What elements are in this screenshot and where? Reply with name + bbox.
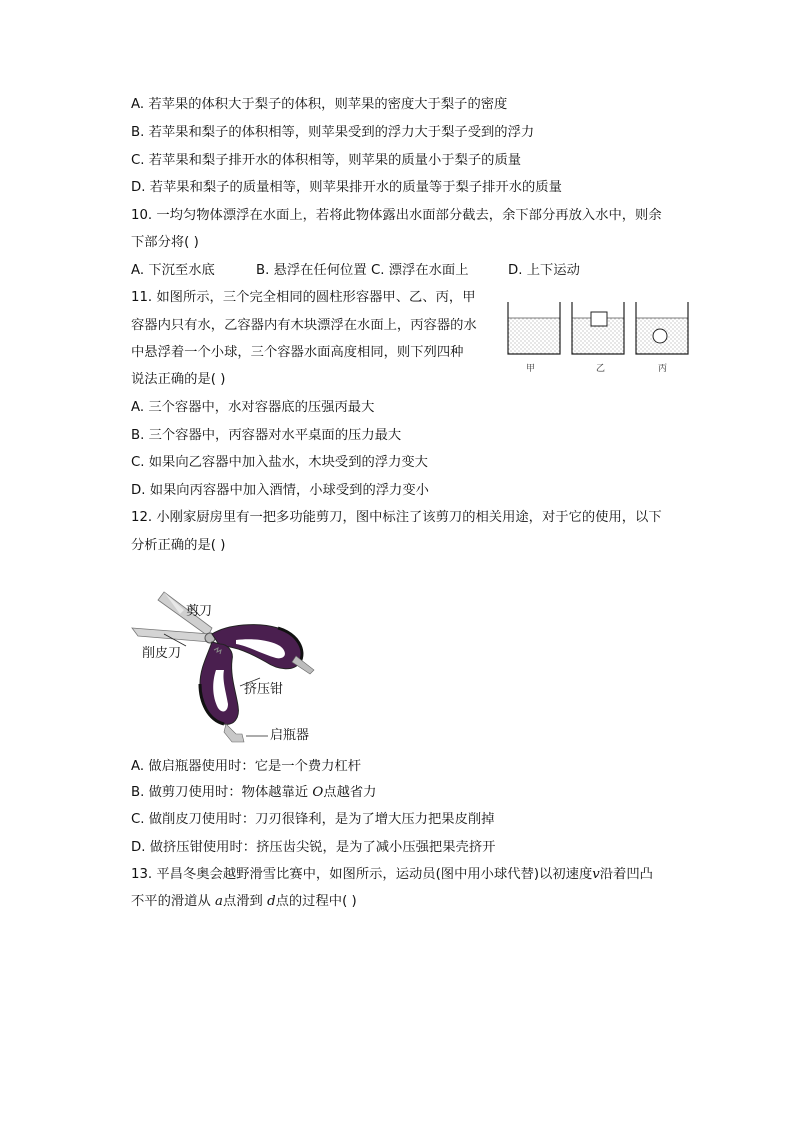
q13-stem-line1 xyxy=(131,865,653,885)
q12-option-b-text-end: 点越省力 xyxy=(323,785,377,800)
q12-option-c: C. 做削皮刀使用时：刀刃很锋利，是为了增大压力把果皮削掉 xyxy=(131,812,495,827)
q9-option-c: C. 若苹果和梨子排开水的体积相等，则苹果的质量小于梨子的质量 xyxy=(131,153,522,168)
q10-option-d: D. 上下运动 xyxy=(508,263,580,278)
q13-var-d: d xyxy=(267,894,276,909)
q11-stem-line1: 11. 如图所示，三个完全相同的圆柱形容器甲、乙、丙，甲 xyxy=(131,290,476,305)
q13-var-v: v xyxy=(592,867,600,882)
q10-option-c: C. 漂浮在水面上 xyxy=(371,263,469,278)
q12-option-b xyxy=(131,783,376,803)
q12-option-b-text: B. 做剪刀使用时：物体越靠近 xyxy=(131,785,313,800)
scissors-figure xyxy=(128,584,328,749)
q11-option-c: C. 如果向乙容器中加入盐水，木块受到的浮力变大 xyxy=(131,455,428,470)
q10-stem-line2: 下部分将( ) xyxy=(131,235,199,250)
q9-option-a: A. 若苹果的体积大于梨子的体积，则苹果的密度大于梨子的密度 xyxy=(131,97,508,112)
container-jia xyxy=(508,302,560,354)
q10-option-b: B. 悬浮在任何位置 xyxy=(256,263,367,278)
q13-stem2-text: 不平的滑道从 xyxy=(131,894,216,909)
q12-stem-line1: 12. 小刚家厨房里有一把多功能剪刀，图中标注了该剪刀的相关用途，对于它的使用，以下 xyxy=(131,510,662,525)
q11-stem-line4: 说法正确的是( ) xyxy=(131,372,226,387)
q13-stem-text-end: 沿着凹凸 xyxy=(599,867,653,882)
q12-option-b-var: O xyxy=(312,785,324,800)
q10-stem-line1: 10. 一均匀物体漂浮在水面上，若将此物体露出水面部分截去，余下部分再放入水中，则余 xyxy=(131,208,662,223)
label-bing: 丙 xyxy=(658,364,668,374)
q13-stem2-end: 点的过程中( ) xyxy=(275,894,357,909)
label-opener: 启瓶器 xyxy=(270,728,310,743)
q9-option-b: B. 若苹果和梨子的体积相等，则苹果受到的浮力大于梨子受到的浮力 xyxy=(131,125,535,140)
q11-stem-line3: 中悬浮着一个小球，三个容器水面高度相同，则下列四种 xyxy=(131,345,464,360)
container-yi xyxy=(572,302,624,354)
q12-stem-line2: 分析正确的是( ) xyxy=(131,538,226,553)
q12-option-a: A. 做启瓶器使用时：它是一个费力杠杆 xyxy=(131,759,362,774)
containers-figure xyxy=(502,298,694,378)
label-yi: 乙 xyxy=(596,364,606,374)
label-jia: 甲 xyxy=(526,364,536,374)
scissors-icon xyxy=(128,584,328,749)
q13-stem-text: 13. 平昌冬奥会越野滑雪比赛中，如图所示，运动员(图中用小球代替)以初速度 xyxy=(131,867,593,882)
q13-var-a: a xyxy=(215,894,223,909)
q11-option-b: B. 三个容器中，丙容器对水平桌面的压力最大 xyxy=(131,428,402,443)
label-scissors: 剪刀 xyxy=(186,604,213,619)
q13-stem-line2 xyxy=(131,892,357,912)
label-peeler: 削皮刀 xyxy=(142,646,182,661)
label-clamp: 挤压钳 xyxy=(244,682,284,697)
q11-stem-line2: 容器内只有水，乙容器内有木块漂浮在水面上，丙容器的水 xyxy=(131,318,477,333)
q12-option-d: D. 做挤压钳使用时：挤压齿尖锐，是为了减小压强把果壳挤开 xyxy=(131,840,496,855)
q10-option-a: A. 下沉至水底 xyxy=(131,263,215,278)
q9-option-d: D. 若苹果和梨子的质量相等，则苹果排开水的质量等于梨子排开水的质量 xyxy=(131,180,562,195)
q11-option-a: A. 三个容器中，水对容器底的压强丙最大 xyxy=(131,400,375,415)
q11-option-d: D. 如果向丙容器中加入酒情，小球受到的浮力变小 xyxy=(131,483,429,498)
q13-stem2-mid: 点滑到 xyxy=(222,894,268,909)
container-bing xyxy=(636,302,688,354)
